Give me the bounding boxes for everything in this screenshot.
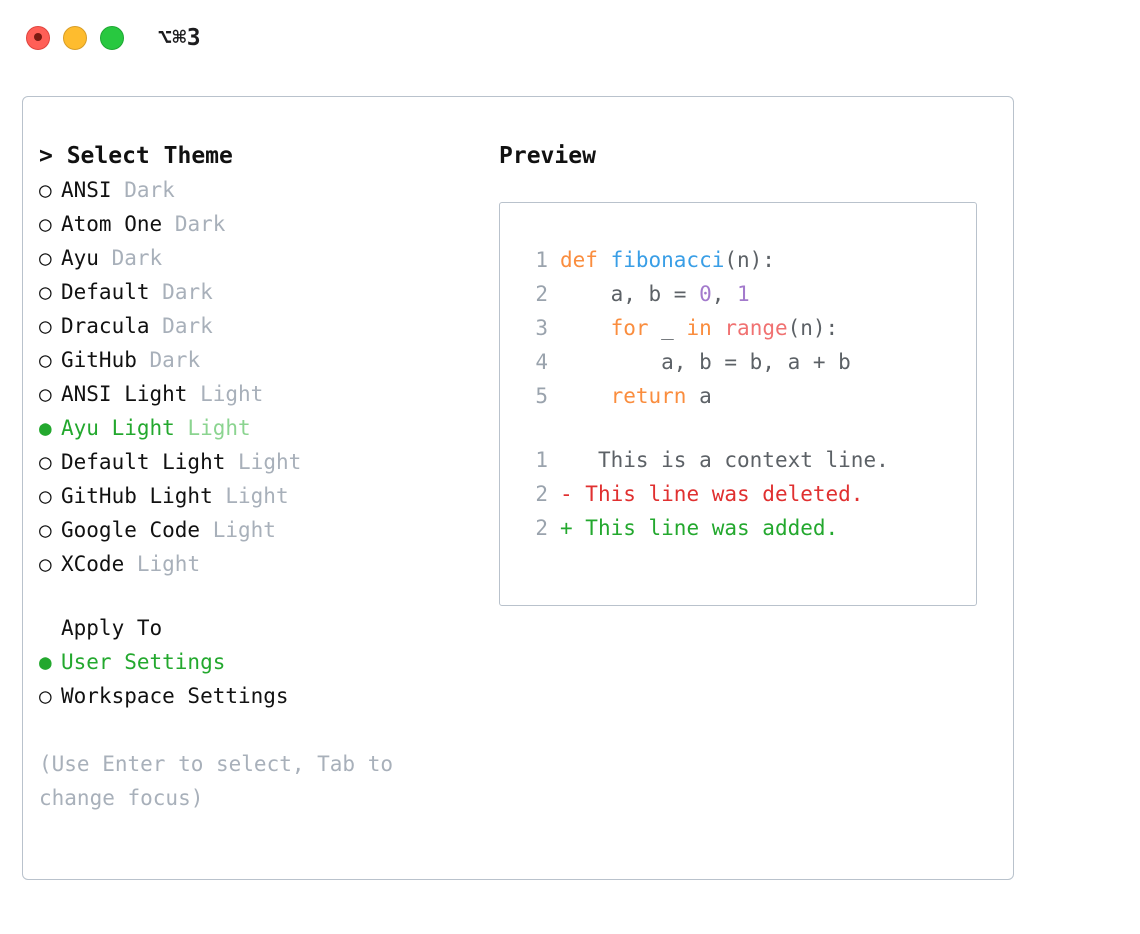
line-number: 3 <box>535 316 548 340</box>
theme-option[interactable] <box>39 343 499 377</box>
title-bar <box>0 0 1140 76</box>
theme-option[interactable] <box>39 513 499 547</box>
diff-text: This line was deleted. <box>572 482 864 506</box>
code-token: (n): <box>787 316 839 340</box>
radio-unselected-icon: ○ <box>39 314 52 338</box>
spacer <box>112 178 125 202</box>
radio-unselected-icon: ○ <box>39 518 52 542</box>
diff-text: This is a context line. <box>572 448 889 472</box>
line-number: 1 <box>535 448 548 472</box>
theme-option-list <box>39 173 499 581</box>
line-number: 2 <box>535 482 548 506</box>
code-token: range <box>724 316 788 340</box>
theme-option[interactable] <box>39 377 499 411</box>
theme-option-variant: Light <box>200 382 264 406</box>
theme-selector-column <box>39 143 499 815</box>
maximize-button[interactable] <box>100 26 124 50</box>
preview-box <box>499 202 977 606</box>
code-token: a, b = <box>560 282 700 306</box>
spacer <box>213 484 226 508</box>
diff-marker <box>560 448 573 472</box>
diff-preview <box>518 443 976 545</box>
code-token: _ <box>648 316 687 340</box>
theme-option-variant: Dark <box>162 314 213 338</box>
theme-option[interactable] <box>39 241 499 275</box>
radio-unselected-icon: ○ <box>39 552 52 576</box>
diff-line <box>518 511 976 545</box>
theme-option-name: Default <box>61 280 150 304</box>
theme-option-variant: Dark <box>124 178 175 202</box>
line-number: 2 <box>535 282 548 306</box>
code-token: (n): <box>724 248 775 272</box>
apply-to-option[interactable] <box>39 679 499 713</box>
apply-to-option-label: Workspace Settings <box>61 684 289 708</box>
line-number: 1 <box>535 248 548 272</box>
diff-marker: - <box>560 482 573 506</box>
radio-selected-icon: ● <box>39 650 52 674</box>
apply-to-option-label: User Settings <box>61 650 226 674</box>
code-token: , <box>711 282 738 306</box>
code-token: 1 <box>737 282 750 306</box>
code-token: def <box>560 248 611 272</box>
theme-option-name: Default Light <box>61 450 226 474</box>
radio-unselected-icon: ○ <box>39 684 52 708</box>
code-token: return <box>610 384 687 408</box>
radio-unselected-icon: ○ <box>39 382 52 406</box>
theme-option-name: Dracula <box>61 314 150 338</box>
apply-to-option[interactable] <box>39 645 499 679</box>
spacer <box>162 212 175 236</box>
diff-line <box>518 477 976 511</box>
preview-spacer <box>518 413 976 443</box>
theme-option-name: ANSI <box>61 178 112 202</box>
diff-text: This line was added. <box>572 516 839 540</box>
radio-unselected-icon: ○ <box>39 178 52 202</box>
spacer <box>99 246 112 270</box>
theme-option-name: Google Code <box>61 518 201 542</box>
theme-option[interactable] <box>39 479 499 513</box>
radio-unselected-icon: ○ <box>39 246 52 270</box>
spacer <box>200 518 213 542</box>
code-token <box>560 316 611 340</box>
code-preview <box>518 243 976 413</box>
theme-option-name: GitHub <box>61 348 137 372</box>
theme-option[interactable] <box>39 547 499 581</box>
close-button[interactable] <box>26 26 50 50</box>
theme-option[interactable] <box>39 173 499 207</box>
code-token <box>560 384 611 408</box>
theme-option[interactable] <box>39 309 499 343</box>
spacer <box>150 314 163 338</box>
diff-line <box>518 443 976 477</box>
theme-picker-panel <box>22 96 1014 880</box>
radio-unselected-icon: ○ <box>39 280 52 304</box>
radio-unselected-icon: ○ <box>39 212 52 236</box>
theme-option-name: GitHub Light <box>61 484 213 508</box>
spacer <box>124 552 137 576</box>
select-theme-heading: > Select Theme <box>39 143 233 169</box>
theme-option[interactable] <box>39 445 499 479</box>
radio-unselected-icon: ○ <box>39 348 52 372</box>
spacer <box>187 382 200 406</box>
traffic-lights <box>26 26 124 50</box>
theme-option[interactable] <box>39 275 499 309</box>
theme-option-variant: Light <box>187 416 251 440</box>
code-line <box>518 311 976 345</box>
spacer <box>225 450 238 474</box>
theme-option-name: ANSI Light <box>61 382 188 406</box>
theme-option-variant: Dark <box>162 280 213 304</box>
code-token: 0 <box>699 282 712 306</box>
code-token: fibonacci <box>610 248 725 272</box>
code-token: for <box>610 316 649 340</box>
theme-option-variant: Light <box>212 518 276 542</box>
keyboard-hint: (Use Enter to select, Tab to change focus) <box>39 752 406 810</box>
radio-unselected-icon: ○ <box>39 450 52 474</box>
diff-marker: + <box>560 516 573 540</box>
line-number: 2 <box>535 516 548 540</box>
theme-option-variant: Light <box>238 450 302 474</box>
preview-heading: Preview <box>499 143 596 169</box>
code-line <box>518 277 976 311</box>
minimize-button[interactable] <box>63 26 87 50</box>
code-token <box>712 316 725 340</box>
code-token: in <box>686 316 712 340</box>
code-line <box>518 345 976 379</box>
theme-option-name: Ayu <box>61 246 99 270</box>
line-number: 4 <box>535 350 548 374</box>
radio-selected-icon: ● <box>39 416 52 440</box>
code-token: a, b = b, a + b <box>560 350 851 374</box>
theme-option-name: Ayu Light <box>61 416 175 440</box>
theme-option-variant: Light <box>225 484 289 508</box>
theme-option-name: Atom One <box>61 212 163 236</box>
theme-option-name: XCode <box>61 552 125 576</box>
line-number: 5 <box>535 384 548 408</box>
radio-unselected-icon: ○ <box>39 484 52 508</box>
theme-option-variant: Dark <box>174 212 226 236</box>
preview-column <box>499 143 999 815</box>
spacer <box>175 416 188 440</box>
code-line <box>518 243 976 277</box>
spacer <box>137 348 150 372</box>
code-line <box>518 379 976 413</box>
theme-option[interactable] <box>39 411 499 445</box>
theme-option[interactable] <box>39 207 499 241</box>
theme-option-variant: Light <box>136 552 201 576</box>
spacer <box>150 280 163 304</box>
code-token: a <box>686 384 712 408</box>
theme-option-variant: Dark <box>111 246 163 270</box>
theme-option-variant: Dark <box>149 348 201 372</box>
apply-to-heading: Apply To <box>61 616 163 640</box>
apply-to-option-list <box>39 645 499 713</box>
shortcut-label: ⌥⌘3 <box>158 25 202 51</box>
